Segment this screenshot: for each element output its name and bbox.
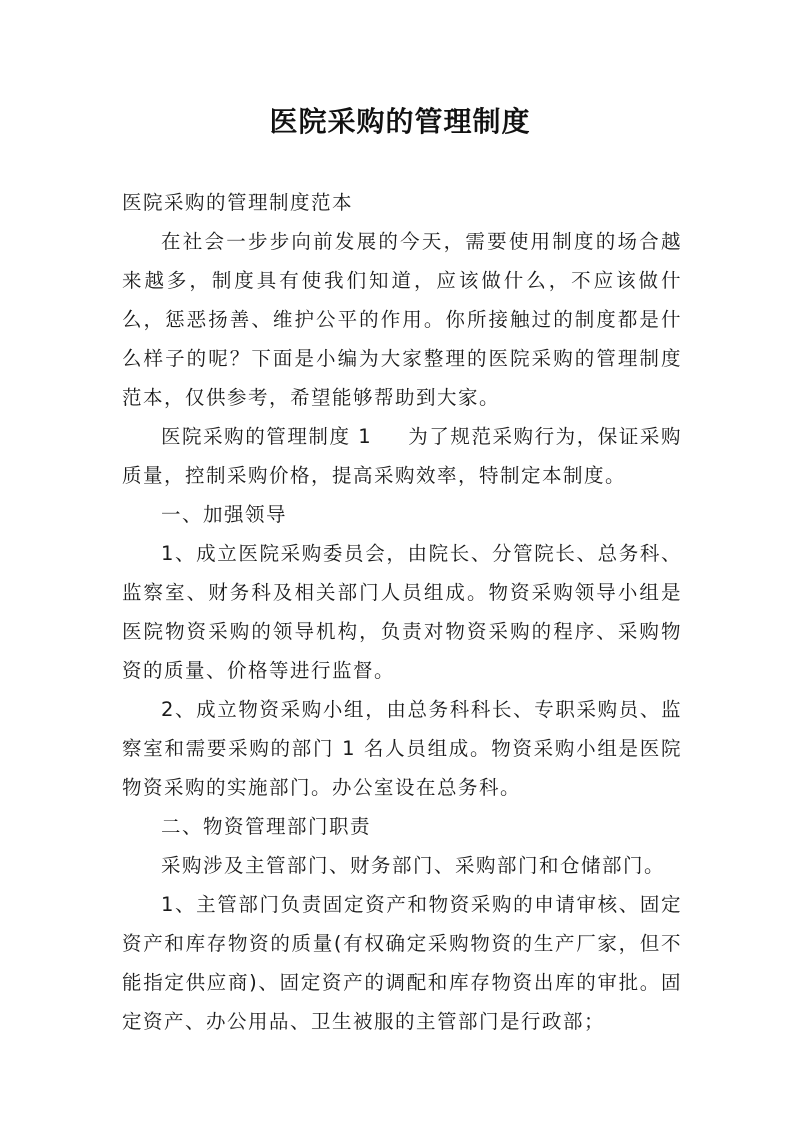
- subtitle: 医院采购的管理制度范本: [122, 191, 354, 214]
- item-2: 2、成立物资采购小组，由总务科科长、专职采购员、监察室和需要采购的部门 1 名人员组成。物资采购小组是医院物资采购的实施部门。办公室设在总务科。: [122, 698, 682, 799]
- section1-text: 为了规范采购行为，保证采购质量，控制采购价格，提高采购效率，特制定本制度。: [122, 425, 682, 487]
- heading-dept-duties: 二、物资管理部门职责: [161, 815, 372, 838]
- departments-paragraph: 采购涉及主管部门、财务部门、采购部门和仓储部门。: [161, 854, 666, 877]
- section1-heading: 医院采购的管理制度 1: [161, 425, 373, 448]
- item-1: 1、成立医院采购委员会，由院长、分管院长、总务科、监察室、财务科及相关部门人员组成。物资采购领导小组是医院物资采购的领导机构，负责对物资采购的程序、采购物资的质量、价格等进行监督。: [122, 542, 682, 682]
- document-title: 医院采购的管理制度: [269, 105, 531, 138]
- document-body: [122, 183, 682, 1041]
- item-3: 1、主管部门负责固定资产和物资采购的申请审核、固定资产和库存物资的质量(有权确定采购物资的生产厂家，但不能指定供应商)、固定资产的调配和库存物资出库的审批。固定资产、办公用品、卫生被服的主管部门是行政部；: [122, 893, 682, 1033]
- intro-paragraph: 在社会一步步向前发展的今天，需要使用制度的场合越来越多，制度具有使我们知道，应该做什么，不应该做什么，惩恶扬善、维护公平的作用。你所接触过的制度都是什么样子的呢？下面是小编为大家整理的医院采购的管理制度范本，仅供参考，希望能够帮助到大家。: [122, 230, 682, 409]
- section1-paragraph: [122, 417, 682, 495]
- heading-leadership: 一、加强领导: [161, 503, 288, 526]
